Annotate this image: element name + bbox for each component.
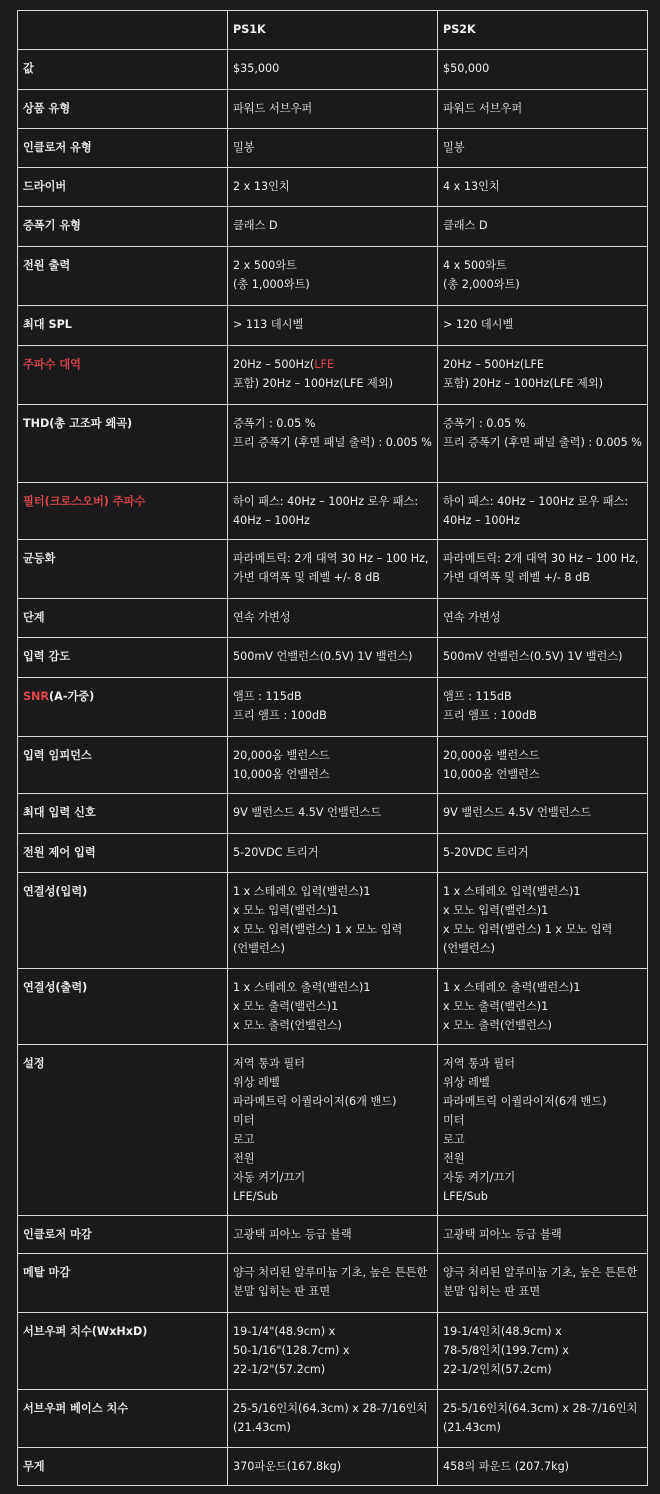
header-blank: [18, 11, 228, 50]
cell-text: 1 x 스테레오 출력(밸런스)1: [233, 981, 371, 994]
cell-ps1k: [228, 737, 438, 794]
row-label-text: 인클로저 마감: [23, 1228, 92, 1241]
table-row: [18, 737, 648, 794]
cell-text: x 모노 입력(밸런스) 1 x 모노 입력(언밸런스): [233, 923, 403, 955]
row-label-text: 증폭기 유형: [23, 219, 81, 232]
row-label-text: (A-가중): [49, 690, 95, 703]
cell-text: 프리 앰프 : 100dB: [443, 709, 537, 722]
cell-ps2k: [438, 306, 648, 346]
cell-text: 양극 처리된 알루미늄 기초, 높은 튼튼한 분말 입히는 판 표면: [233, 1266, 428, 1298]
row-label: [18, 1045, 228, 1216]
row-label-text: 균등화: [23, 552, 56, 565]
cell-ps1k: [228, 638, 438, 678]
cell-text: 프리 증폭기 (후면 패널 출력) : 0.005 %: [233, 436, 432, 449]
cell-text: 전원: [443, 1152, 465, 1165]
cell-text: x 모노 출력(언밸런스): [443, 1019, 552, 1032]
cell-text: 파라메트릭: 2개 대역 30 Hz – 100 Hz, 가변 대역폭 및 레벨 +/- 8 dB: [233, 552, 429, 584]
table-row: [18, 599, 648, 638]
table-row: [18, 90, 648, 129]
cell-text: 20,000옴 밸런스드: [443, 749, 540, 762]
row-label-text: 연결성(입력): [23, 885, 88, 898]
row-label-text: 입력 감도: [23, 650, 71, 663]
cell-ps1k: [228, 834, 438, 873]
cell-ps1k: [228, 1216, 438, 1254]
cell-text: 20Hz – 500Hz(LFE: [443, 358, 544, 371]
cell-text: 20,000옴 밸런스드: [233, 749, 330, 762]
cell-text: 하이 패스: 40Hz – 100Hz 로우 패스: 40Hz – 100Hz: [443, 495, 629, 527]
row-label-text: 최대 입력 신호: [23, 806, 96, 819]
cell-text: 1 x 스테레오 출력(밸런스)1: [443, 981, 581, 994]
cell-text: 전원: [233, 1152, 255, 1165]
table-row: [18, 1448, 648, 1486]
cell-text: 500mV 언밸런스(0.5V) 1V 밸런스): [233, 650, 413, 663]
row-label: [18, 346, 228, 405]
cell-text: 1 x 스테레오 입력(밸런스)1: [233, 885, 371, 898]
table-row: [18, 207, 648, 247]
cell-text: 클래스 D: [443, 219, 488, 232]
cell-text: 5-20VDC 트리거: [443, 846, 529, 859]
cell-text: 클래스 D: [233, 219, 278, 232]
cell-text: 프리 증폭기 (후면 패널 출력) : 0.005 %: [443, 436, 642, 449]
cell-ps2k: [438, 1254, 648, 1313]
cell-text: 5-20VDC 트리거: [233, 846, 319, 859]
cell-text: 19-1/4"(48.9cm) x: [233, 1325, 336, 1338]
row-label-text: 입력 임피던스: [23, 749, 92, 762]
table-row: [18, 873, 648, 969]
row-label-text: 서브우퍼 치수(WxHxD): [23, 1325, 148, 1338]
row-label-text: 값: [23, 62, 34, 75]
cell-ps1k: [228, 1448, 438, 1486]
cell-text: 로고: [443, 1133, 465, 1146]
row-label-text: 서브우퍼 베이스 치수: [23, 1402, 129, 1415]
cell-ps1k: [228, 1313, 438, 1390]
row-label: [18, 678, 228, 737]
cell-text: 저역 통과 필터: [443, 1057, 515, 1070]
table-row: [18, 969, 648, 1045]
row-label: [18, 50, 228, 90]
cell-text: 로고: [233, 1133, 255, 1146]
cell-text: x 모노 출력(밸런스)1: [443, 1000, 549, 1013]
table-header-row: [18, 11, 648, 50]
cell-text: 자동 켜기/끄기: [443, 1171, 516, 1184]
row-label-text: 상품 유형: [23, 102, 71, 115]
table-row: [18, 1390, 648, 1448]
cell-text: 파워드 서브우퍼: [443, 102, 523, 115]
cell-text: 하이 패스: 40Hz – 100Hz 로우 패스: 40Hz – 100Hz: [233, 495, 419, 527]
row-label: [18, 1448, 228, 1486]
cell-text: 위상 레벨: [443, 1076, 490, 1089]
row-label: [18, 405, 228, 483]
cell-ps1k: [228, 1045, 438, 1216]
row-label-text: 전원 출력: [23, 259, 71, 272]
cell-ps2k: [438, 346, 648, 405]
cell-text: 4 x 13인치: [443, 180, 500, 193]
cell-ps1k: [228, 969, 438, 1045]
row-label: [18, 638, 228, 678]
row-label: [18, 540, 228, 599]
cell-ps1k: [228, 207, 438, 247]
header-ps1k: PS1K: [228, 11, 438, 50]
table-row: [18, 346, 648, 405]
cell-text: $35,000: [233, 62, 280, 75]
table-row: [18, 483, 648, 540]
cell-text: 고광택 피아노 등급 블랙: [443, 1228, 562, 1241]
table-row: [18, 405, 648, 483]
cell-text: 22-1/2"(57.2cm): [233, 1363, 326, 1376]
cell-ps2k: [438, 1313, 648, 1390]
table-row: [18, 794, 648, 834]
cell-ps2k: [438, 834, 648, 873]
cell-text: 앰프 : 115dB: [443, 690, 512, 703]
row-label: [18, 1390, 228, 1448]
cell-ps2k: [438, 483, 648, 540]
row-label: [18, 873, 228, 969]
cell-ps1k: [228, 129, 438, 168]
cell-text: 파워드 서브우퍼: [233, 102, 313, 115]
cell-text: x 모노 출력(밸런스)1: [233, 1000, 339, 1013]
cell-ps1k: [228, 1390, 438, 1448]
cell-text: 포함) 20Hz – 100Hz(LFE 제외): [233, 377, 394, 390]
cell-text: > 120 데시벨: [443, 318, 514, 331]
cell-text: > 113 데시벨: [233, 318, 304, 331]
cell-text: 10,000옴 언밸런스: [443, 768, 540, 781]
cell-ps2k: [438, 737, 648, 794]
cell-text: 앰프 : 115dB: [233, 690, 302, 703]
cell-text: 458의 파운드 (207.7kg): [443, 1460, 570, 1473]
cell-ps1k: [228, 794, 438, 834]
row-label: [18, 1216, 228, 1254]
cell-text: 파라메트릭 이퀄라이저(6개 밴드): [443, 1095, 607, 1108]
row-label: [18, 834, 228, 873]
table-body: [18, 50, 648, 1486]
cell-text: 500mV 언밸런스(0.5V) 1V 밸런스): [443, 650, 623, 663]
cell-text: 25-5/16인치(64.3cm) x 28-7/16인치 (21.43cm): [233, 1402, 428, 1434]
table-row: [18, 247, 648, 306]
row-label: [18, 1313, 228, 1390]
cell-ps2k: [438, 1216, 648, 1254]
cell-text: 밀봉: [233, 141, 255, 154]
cell-ps1k: [228, 346, 438, 405]
cell-text: x 모노 입력(밸런스)1: [233, 904, 339, 917]
row-label: [18, 1254, 228, 1313]
cell-ps2k: [438, 168, 648, 207]
cell-text: 78-5/8인치(199.7cm) x: [443, 1344, 569, 1357]
row-label: [18, 168, 228, 207]
table-row: [18, 50, 648, 90]
cell-text: 연속 가변성: [233, 611, 291, 624]
cell-ps2k: [438, 50, 648, 90]
cell-ps2k: [438, 638, 648, 678]
row-label: [18, 90, 228, 129]
cell-ps2k: [438, 678, 648, 737]
cell-text: 포함) 20Hz – 100Hz(LFE 제외): [443, 377, 604, 390]
cell-ps1k: [228, 678, 438, 737]
row-label-text: 인클로저 유형: [23, 141, 92, 154]
cell-text: 파라메트릭: 2개 대역 30 Hz – 100 Hz, 가변 대역폭 및 레벨 +/- 8 dB: [443, 552, 639, 584]
table-row: [18, 168, 648, 207]
cell-text: 1 x 스테레오 입력(밸런스)1: [443, 885, 581, 898]
cell-text: (총 1,000와트): [233, 278, 310, 291]
cell-text: LFE/Sub: [233, 1190, 278, 1203]
cell-ps2k: [438, 1390, 648, 1448]
row-label-text: 필터(크로스오버) 주파수: [23, 495, 146, 508]
cell-ps1k: [228, 247, 438, 306]
cell-ps1k: [228, 1254, 438, 1313]
cell-ps1k: [228, 168, 438, 207]
cell-text-highlight: LFE: [314, 358, 334, 371]
cell-ps1k: [228, 540, 438, 599]
row-label: [18, 599, 228, 638]
cell-ps1k: [228, 306, 438, 346]
cell-text: 2 x 500와트: [233, 259, 297, 272]
row-label: [18, 483, 228, 540]
cell-text: 증폭기 : 0.05 %: [443, 417, 526, 430]
table-row: [18, 306, 648, 346]
cell-text: 2 x 13인치: [233, 180, 290, 193]
table-row: [18, 1313, 648, 1390]
row-label: [18, 969, 228, 1045]
cell-text: 370파운드(167.8kg): [233, 1460, 342, 1473]
cell-text: 4 x 500와트: [443, 259, 507, 272]
table-row: [18, 1254, 648, 1313]
cell-text: 고광택 피아노 등급 블랙: [233, 1228, 352, 1241]
cell-ps1k: [228, 90, 438, 129]
row-label-text: 전원 제어 입력: [23, 846, 96, 859]
cell-ps2k: [438, 794, 648, 834]
row-label: [18, 306, 228, 346]
table-row: [18, 1216, 648, 1254]
cell-text: 미터: [233, 1114, 255, 1127]
row-label-text: 설정: [23, 1057, 45, 1070]
row-label-text: 무게: [23, 1460, 45, 1473]
cell-text: x 모노 입력(밸런스) 1 x 모노 입력(언밸런스): [443, 923, 613, 955]
cell-ps1k: [228, 599, 438, 638]
table-row: [18, 129, 648, 168]
cell-ps1k: [228, 50, 438, 90]
cell-text: 저역 통과 필터: [233, 1057, 305, 1070]
cell-text: 22-1/2인치(57.2cm): [443, 1363, 552, 1376]
cell-text: 연속 가변성: [443, 611, 501, 624]
cell-text: LFE/Sub: [443, 1190, 488, 1203]
row-label: [18, 737, 228, 794]
cell-text: 파라메트릭 이퀄라이저(6개 밴드): [233, 1095, 397, 1108]
cell-text: 19-1/4인치(48.9cm) x: [443, 1325, 562, 1338]
row-label-text: 단계: [23, 611, 45, 624]
spec-comparison-table: [17, 10, 648, 1486]
row-label-text: 드라이버: [23, 180, 67, 193]
cell-text: $50,000: [443, 62, 490, 75]
table-row: [18, 540, 648, 599]
cell-ps2k: [438, 969, 648, 1045]
cell-ps2k: [438, 129, 648, 168]
row-label: [18, 129, 228, 168]
cell-ps1k: [228, 483, 438, 540]
row-label-text: 최대 SPL: [23, 318, 72, 331]
cell-text: 자동 켜기/끄기: [233, 1171, 306, 1184]
row-label-highlight: SNR: [23, 690, 50, 703]
cell-ps2k: [438, 207, 648, 247]
row-label-text: 연결성(출력): [23, 981, 88, 994]
cell-text: x 모노 입력(밸런스)1: [443, 904, 549, 917]
cell-text: 밀봉: [443, 141, 465, 154]
cell-text: x 모노 출력(언밸런스): [233, 1019, 342, 1032]
cell-text: 양극 처리된 알루미늄 기초, 높은 튼튼한 분말 입히는 판 표면: [443, 1266, 638, 1298]
row-label-text: 메탈 마감: [23, 1266, 71, 1279]
cell-text: 20Hz – 500Hz(: [233, 358, 315, 371]
cell-text: 프리 앰프 : 100dB: [233, 709, 327, 722]
cell-ps2k: [438, 1448, 648, 1486]
cell-text: 10,000옴 언밸런스: [233, 768, 330, 781]
cell-ps2k: [438, 540, 648, 599]
cell-text: 25-5/16인치(64.3cm) x 28-7/16인치 (21.43cm): [443, 1402, 638, 1434]
cell-ps2k: [438, 873, 648, 969]
cell-ps2k: [438, 90, 648, 129]
cell-ps2k: [438, 247, 648, 306]
table-row: [18, 638, 648, 678]
cell-text: 미터: [443, 1114, 465, 1127]
cell-text: 50-1/16"(128.7cm) x: [233, 1344, 350, 1357]
table-row: [18, 1045, 648, 1216]
cell-text: (총 2,000와트): [443, 278, 520, 291]
cell-ps2k: [438, 1045, 648, 1216]
cell-ps2k: [438, 405, 648, 483]
row-label-text: 주파수 대역: [23, 358, 81, 371]
row-label: [18, 247, 228, 306]
cell-text: 9V 밸런스드 4.5V 언밸런스드: [233, 806, 382, 819]
table-row: [18, 834, 648, 873]
cell-text: 증폭기 : 0.05 %: [233, 417, 316, 430]
header-ps2k: PS2K: [438, 11, 648, 50]
table-row: [18, 678, 648, 737]
row-label: [18, 794, 228, 834]
cell-text: 위상 레벨: [233, 1076, 280, 1089]
cell-ps1k: [228, 405, 438, 483]
row-label: [18, 207, 228, 247]
cell-ps2k: [438, 599, 648, 638]
cell-ps1k: [228, 873, 438, 969]
cell-text: 9V 밸런스드 4.5V 언밸런스드: [443, 806, 592, 819]
row-label-text: THD(총 고조파 왜곡): [23, 417, 133, 430]
